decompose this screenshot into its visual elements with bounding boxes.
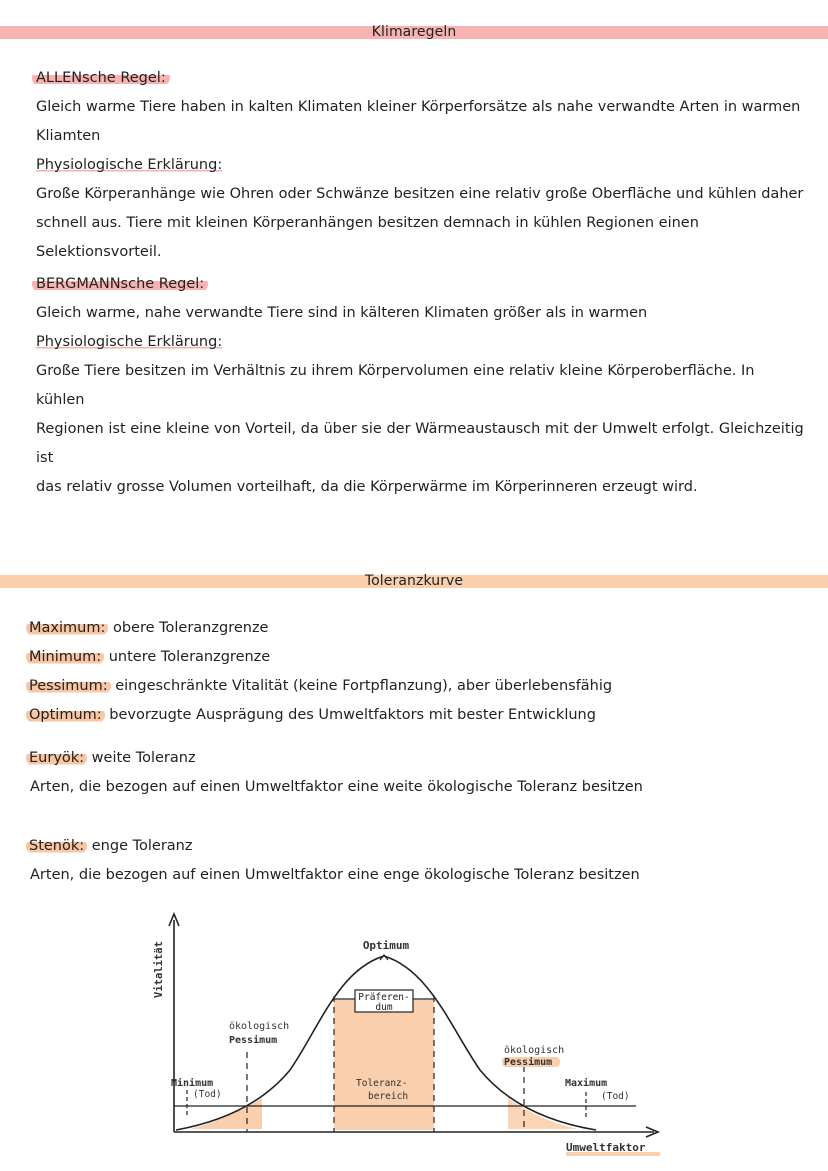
definition-text: untere Toleranzgrenze (104, 649, 271, 665)
bergmann-phys-line: Regionen ist eine kleine von Vorteil, da über sie der Wärmeaustausch mit der Umwelt erfolgt. Gleichzeitig ist (36, 421, 804, 466)
allen-text-line: Gleich warme Tiere haben in kalten Klimaten kleiner Körperforsätze als nahe verwandte Arten in warmen (36, 99, 801, 115)
praeferendum-label-1: Präferen- (358, 992, 410, 1003)
euryok-term: Euryök: (26, 750, 87, 766)
definition-item (30, 701, 810, 730)
minimum-label-1: Minimum (171, 1078, 214, 1089)
definition-item (30, 614, 810, 643)
toleranzbereich-label-2: bereich (368, 1091, 409, 1102)
allen-phys-heading: Physiologische Erklärung: (36, 157, 223, 173)
definition-term: Minimum: (26, 649, 104, 665)
stenok-text: enge Toleranz (87, 838, 193, 854)
definition-term: Maximum: (26, 620, 108, 636)
definition-text: eingeschränkte Vitalität (keine Fortpflanzung), aber überlebensfähig (110, 678, 613, 694)
minimum-label-2: (Tod) (193, 1089, 222, 1100)
definition-term: Optimum: (26, 707, 105, 723)
bergmann-text-line: Gleich warme, nahe verwandte Tiere sind in kälteren Klimaten größer als in warmen (36, 305, 648, 321)
pessimum-right-label-1: ökologisch (504, 1045, 565, 1056)
section-title: Toleranzkurve (364, 572, 464, 589)
section-header-toleranzkurve (0, 572, 828, 589)
section-header-klimaregeln (0, 23, 828, 40)
pessimum-left-label-2: Pessimum (229, 1035, 278, 1046)
pessimum-left-label-1: ökologisch (229, 1021, 290, 1032)
definition-term: Pessimum: (26, 678, 111, 694)
maximum-label-1: Maximum (565, 1078, 608, 1089)
euryok-text: weite Toleranz (87, 750, 196, 766)
euryok-block (30, 744, 810, 802)
bergmann-phys-line: das relativ grosse Volumen vorteilhaft, da die Körperwärme im Körperinneren erzeugt wird. (36, 479, 698, 495)
stenok-description: Arten, die bezogen auf einen Umweltfaktor eine enge ökologische Toleranz besitzen (30, 867, 640, 883)
definition-text: obere Toleranzgrenze (108, 620, 269, 636)
bergmann-phys-line: Große Tiere besitzen im Verhältnis zu ihrem Körpervolumen eine relativ kleine Körperoberfläche. In kühlen (36, 363, 755, 408)
pessimum-right-label-2: Pessimum (504, 1057, 553, 1068)
allen-phys-line: schnell aus. Tiere mit kleinen Körperanhängen besitzen demnach in kühlen Regionen einen Selektionsvorteil. (36, 215, 699, 260)
definition-text: bevorzugte Ausprägung des Umweltfaktors mit bester Entwicklung (104, 707, 596, 723)
tolerance-curve-diagram (0, 900, 828, 1171)
allen-phys-line: Große Körperanhänge wie Ohren oder Schwänze besitzen eine relativ große Oberfläche und kühlen daher (36, 186, 804, 202)
bergmann-heading: BERGMANNsche Regel: (32, 276, 208, 292)
y-axis-label: Vitalität (153, 941, 165, 998)
allen-text-line: Kliamten (36, 128, 101, 144)
maximum-label-2: (Tod) (601, 1091, 630, 1102)
stenok-term: Stenök: (26, 838, 87, 854)
stenok-block (30, 832, 810, 890)
bergmann-rule-block (36, 270, 806, 502)
optimum-label: Optimum (362, 939, 410, 952)
section-title: Klimaregeln (371, 23, 457, 40)
definition-item (30, 672, 810, 701)
allen-heading: ALLENsche Regel: (32, 70, 170, 86)
praeferendum-label-2: dum (375, 1002, 393, 1013)
bergmann-phys-heading: Physiologische Erklärung: (36, 334, 223, 350)
definition-item (30, 643, 810, 672)
x-axis-label: Umweltfaktor (566, 1141, 646, 1154)
euryok-description: Arten, die bezogen auf einen Umweltfaktor eine weite ökologische Toleranz besitzen (30, 779, 643, 795)
toleranzbereich-fill (334, 1000, 434, 1130)
definitions-list (30, 614, 810, 730)
toleranzbereich-label-1: Toleranz- (356, 1078, 408, 1089)
allen-rule-block (36, 64, 806, 267)
